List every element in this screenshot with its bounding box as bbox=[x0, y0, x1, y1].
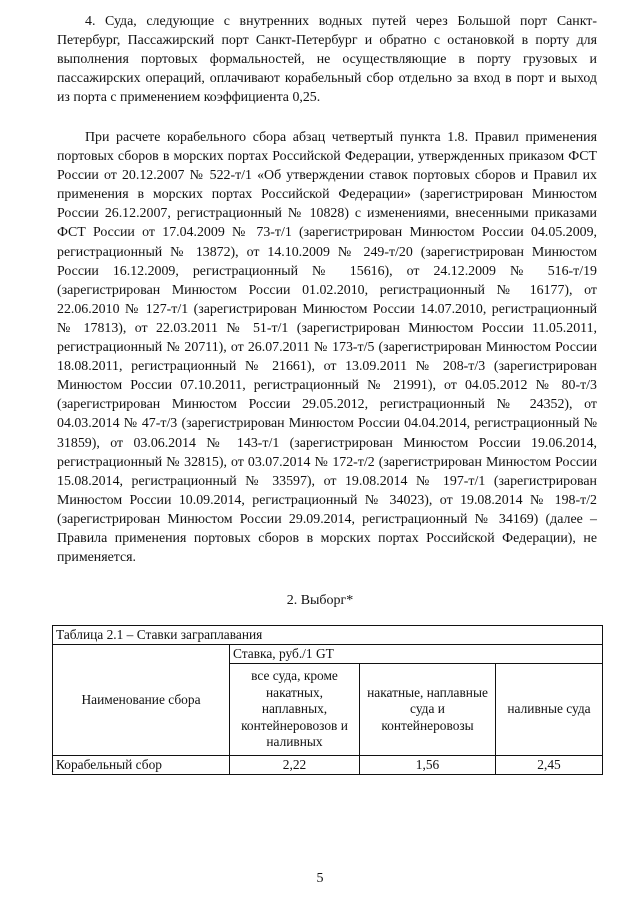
paragraph-item-4: 4. Суда, следующие с внутренних водных путей через Большой порт Санкт-Петербург, Пассажирский порт Санкт-Петербург и обратно с остановкой в порту для выполнения портовых формальностей, не осуществляющие в порту грузовых и пассажирских операций, оплачивают корабельный сбор отдельно за вход в порт и выход из порта с применением коэффициента 0,25. bbox=[57, 14, 597, 106]
table-row bbox=[53, 756, 603, 775]
fee-name-header: Наименование сбора bbox=[53, 645, 230, 756]
column-header-general-vessels: все суда, кроме накатных, наплавных, контейнеровозов и наливных bbox=[230, 664, 360, 756]
paragraph-ship-fee-calculation: При расчете корабельного сбора абзац четвертый пункта 1.8. Правил применения портовых сборов в морских портах Российской Федерации, утвержденных приказом ФСТ России от 20.12.2007 № 522-т/1 «Об утверждении ставок портовых сборов и Правил их применения в морских портах Российской Федерации» (зарегистрирован Минюстом России 26.12.2007, регистрационный № 10828) с изменениями, внесенными приказами ФСТ России от 17.04.2009 № 73-т/1 (зарегистрирован Минюстом России 04.05.2009, регистрационный № 13872), от 14.10.2009 № 249-т/20 (зарегистрирован Минюстом России 16.12.2009, регистрационный № 15616), от 24.12.2009 № 516-т/19 (зарегистрирован Минюстом России 01.02.2010, регистрационный № 16177), от 22.06.2010 № 127-т/1 (зарегистрирован Минюстом России 14.07.2010, регистрационный № 17813), от 22.03.2011 № 51-т/1 (зарегистрирован Минюстом России 11.05.2011, регистрационный № 20711), от 26.07.2011 № 173-т/5 (зарегистрирован Минюстом России 18.08.2011, регистрационный № 21661), от 13.09.2011 № 208-т/3 (зарегистрирован Минюстом России 07.10.2011, регистрационный № 21991), от 04.05.2012 № 80-т/3 (зарегистрирован Минюстом России 29.05.2012, регистрационный № 24352), от 04.03.2014 № 47-т/3 (зарегистрирован Минюстом России 04.04.2014, регистрационный № 31859), от 03.06.2014 № 143-т/1 (зарегистрирован Минюстом России 19.06.2014, регистрационный № 32815), от 03.07.2014 № 172-т/2 (зарегистрирован Минюстом России 15.08.2014, регистрационный № 33597), от 19.08.2014 № 197-т/1 (зарегистрирован Минюстом России 10.09.2014, регистрационный № 34023), от 19.08.2014 № 198-т/2 (зарегистрирован Минюстом России 29.09.2014, регистрационный № 34169) (далее – Правила применения портовых сборов в морских портах Российской Федерации), не применяется. bbox=[57, 130, 597, 566]
rate-value-general: 2,22 bbox=[230, 756, 360, 775]
column-header-roro-container: накатные, наплавные суда и контейнеровозы bbox=[360, 664, 496, 756]
column-header-tankers: наливные суда bbox=[496, 664, 603, 756]
page-number: 5 bbox=[316, 871, 324, 886]
rate-value-tankers: 2,45 bbox=[496, 756, 603, 775]
section-heading-vyborg: 2. Выборг* bbox=[286, 593, 354, 608]
row-fee-name: Корабельный сбор bbox=[53, 756, 230, 775]
rates-table bbox=[52, 625, 603, 775]
table-caption: Таблица 2.1 – Ставки заграплавания bbox=[53, 626, 603, 645]
rate-value-roro-container: 1,56 bbox=[360, 756, 496, 775]
rate-header: Ставка, руб./1 GT bbox=[230, 645, 603, 664]
